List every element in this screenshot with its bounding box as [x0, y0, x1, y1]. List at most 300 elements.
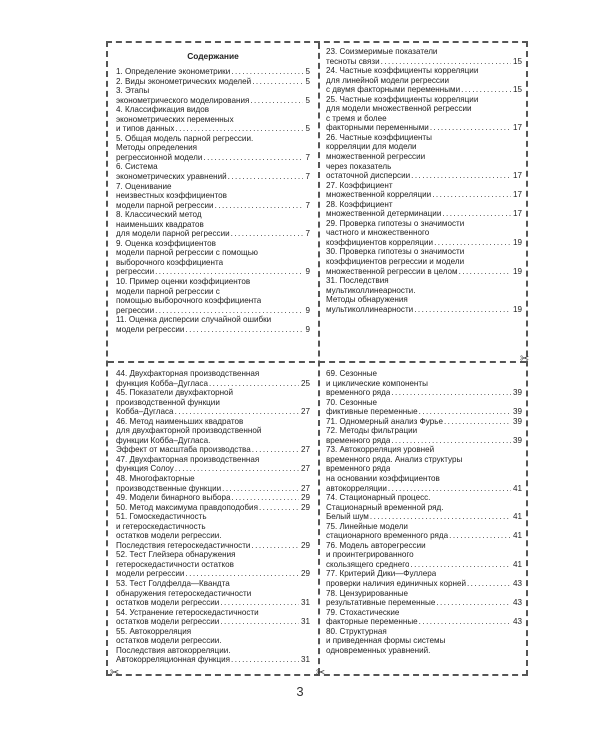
toc-entry-text: и проинтегрированного	[326, 550, 414, 560]
toc-entry	[116, 503, 310, 513]
toc-entry-text: 31. Последствия	[326, 276, 389, 286]
toc-entry-line	[326, 276, 522, 286]
toc-entry-page: 5	[305, 95, 310, 105]
toc-entry-text: 72. Методы фильтрации	[326, 426, 418, 436]
toc-entry-line	[326, 142, 522, 152]
toc-entry-text: 48. Многофакторные	[116, 474, 195, 484]
toc-entry-page: 39	[512, 407, 522, 417]
toc-entry-text: модели парной регрессии с	[116, 286, 220, 296]
toc-entry-text: модели регрессии	[116, 324, 185, 334]
toc-entry-text: множественной регрессии в целом	[326, 266, 458, 276]
toc-entry-text: временного ряда	[326, 464, 391, 474]
toc-entry-line	[116, 560, 310, 570]
toc-entry-page: 17	[512, 171, 522, 181]
toc-entry	[116, 210, 310, 239]
dot-leader	[435, 598, 511, 608]
toc-entry-page: 27	[300, 483, 310, 493]
dot-leader	[174, 464, 299, 474]
toc-entry-text: выборочного коэффициента	[116, 257, 224, 267]
toc-entry-line	[326, 209, 522, 219]
toc-entry-line	[116, 210, 310, 220]
toc-entry-text: 8. Классический метод	[116, 210, 202, 220]
toc-entry-line	[326, 247, 522, 257]
toc-entry-line	[326, 589, 522, 599]
toc-entry-text: Стационарный временной ряд.	[326, 502, 444, 512]
toc-entry-text: результативные переменные	[326, 598, 436, 608]
toc-entry-line	[116, 589, 310, 599]
toc-entry-text: 11. Оценка дисперсии случайной ошибки	[116, 315, 272, 325]
toc-entry-line	[326, 76, 522, 86]
dot-leader	[441, 209, 511, 219]
toc-entry	[326, 493, 522, 522]
toc-entry-text: наименьших квадратов	[116, 219, 204, 229]
toc-entry-line	[326, 598, 522, 608]
toc-entry-line	[326, 114, 522, 124]
toc-entry-text: функция Солоу	[116, 464, 174, 474]
toc-entry-line	[116, 455, 310, 465]
toc-entry-text: 1. Определение эконометрики	[116, 67, 231, 76]
dot-leader	[249, 96, 303, 106]
toc-entry-page: 29	[300, 569, 310, 579]
toc-entry-text: временного ряда	[326, 435, 391, 445]
scissors-icon: ✂	[110, 667, 120, 679]
toc-entry-line	[116, 201, 310, 211]
toc-entry-line	[326, 550, 522, 560]
dot-leader	[184, 569, 299, 579]
toc-entry-line	[326, 123, 522, 133]
toc-entry-text: 7. Оценивание	[116, 181, 172, 191]
toc-entry-text: функция Кобба–Дугласа	[116, 378, 208, 388]
toc-entry-text: помощью выборочного коэффициента	[116, 296, 262, 306]
toc-entry-line	[326, 627, 522, 637]
toc-entry	[116, 369, 310, 388]
toc-entry-line	[326, 541, 522, 551]
toc-entry-line	[116, 407, 310, 417]
toc-entry-text: 49. Модели бинарного выбора	[116, 493, 231, 503]
toc-entry	[116, 239, 310, 277]
toc-entry-text: Белый шум	[326, 512, 369, 522]
toc-entry-text: эконометрических переменных	[116, 114, 234, 124]
toc-entry-line	[326, 379, 522, 389]
toc-entry	[326, 95, 522, 133]
toc-entry-line	[326, 512, 522, 522]
toc-entry-text: скользящего среднего	[326, 559, 410, 569]
toc-entry-text: 6. Система	[116, 162, 158, 172]
toc-entry-text: через показатель	[326, 161, 392, 171]
toc-entry	[116, 627, 310, 665]
toc-entry-line	[326, 636, 522, 646]
toc-entry-line	[116, 67, 310, 77]
toc-entry-text: и гетероскедастичность	[116, 521, 206, 531]
toc-entry-text: 70. Сезонные	[326, 397, 378, 407]
toc-entry-line	[326, 407, 522, 417]
toc-entry-page: 19	[512, 237, 522, 247]
dot-leader	[458, 267, 511, 277]
toc-entry-text: с двумя факторными переменными	[326, 85, 461, 95]
toc-entry-text: остатков модели регрессии.	[116, 531, 222, 541]
toc-entry-page: 43	[512, 617, 522, 627]
toc-entry-line	[326, 398, 522, 408]
toc-entry-text: мультиколлинеарности.	[326, 285, 416, 295]
toc-entry-line	[326, 426, 522, 436]
vertical-cut-line	[318, 43, 320, 674]
toc-entry-page: 17	[512, 190, 522, 200]
dot-leader	[429, 123, 511, 133]
toc-entry	[116, 86, 310, 105]
toc-entry	[116, 182, 310, 211]
toc-entry	[326, 589, 522, 608]
toc-entry-text: 51. Гомоскедастичность	[116, 512, 207, 522]
toc-entry-page: 9	[305, 267, 310, 277]
dot-leader	[390, 436, 511, 446]
toc-entry-text: 30. Проверка гипотезы о значимости	[326, 247, 465, 257]
dot-leader	[418, 407, 511, 417]
dot-leader	[380, 57, 511, 67]
toc-entry-text: для линейной модели регрессии	[326, 75, 449, 85]
toc-entry-text: частного и множественного	[326, 228, 430, 238]
toc-entry-line	[116, 220, 310, 230]
toc-entry-line	[116, 124, 310, 134]
toc-entry-line	[116, 474, 310, 484]
toc-entry-page: 17	[512, 123, 522, 133]
toc-entry-text: 80. Структурная	[326, 626, 387, 636]
toc-entry-line	[116, 531, 310, 541]
toc-entry-text: 50. Метод максимума правдоподобия	[116, 502, 258, 512]
toc-entry-line	[326, 417, 522, 427]
toc-entry-text: 55. Автокорреляция	[116, 626, 192, 636]
toc-entry-page: 43	[512, 579, 522, 589]
toc-entry-text: остаточной дисперсии	[326, 171, 411, 181]
toc-entry-text: для модели парной регрессии	[116, 229, 230, 239]
toc-entry-text: 71. Одномерный анализ Фурье	[326, 416, 443, 426]
dot-leader	[219, 598, 299, 608]
toc-entry-text: остатков модели регрессии.	[116, 636, 222, 646]
toc-entry-page: 9	[305, 324, 310, 334]
toc-entry-text: для модели множественной регрессии	[326, 104, 472, 114]
toc-entry-text: Автокорреляционная функция	[116, 655, 231, 665]
toc-entry-line	[116, 153, 310, 163]
toc-entry-line	[116, 445, 310, 455]
toc-entry-page: 43	[512, 598, 522, 608]
toc-entry-line	[116, 287, 310, 297]
toc-entry-text: Методы обнаружения	[326, 295, 408, 305]
toc-entry-line	[326, 455, 522, 465]
toc-entry-text: и циклические компоненты	[326, 378, 428, 388]
toc-entry-line	[326, 267, 522, 277]
toc-entry-text: 69. Сезонные	[326, 369, 378, 378]
toc-entry-text: Эффект от масштаба производства	[116, 445, 251, 455]
toc-entry-text: производственной функции	[116, 397, 220, 407]
dot-leader	[221, 484, 299, 494]
toc-entry-text: и приведенная формы системы	[326, 636, 446, 646]
dot-leader	[433, 238, 511, 248]
toc-entry-line	[326, 85, 522, 95]
toc-entry-text: 27. Коэффициент	[326, 180, 393, 190]
scissors-icon: ✂	[520, 353, 530, 365]
toc-entry-line	[116, 436, 310, 446]
toc-entry-text: факторными переменными	[326, 123, 429, 133]
toc-entry-text: эконометрических уравнений	[116, 172, 227, 182]
toc-entry-line	[326, 484, 522, 494]
dot-leader	[387, 484, 511, 494]
toc-entry-text: Последствия автокорреляции.	[116, 645, 231, 655]
toc-entry-text: Методы определения	[116, 143, 198, 153]
dot-leader	[214, 201, 304, 211]
toc-entry-text: 25. Частные коэффициенты корреляции	[326, 94, 479, 104]
toc-entry-line	[116, 579, 310, 589]
toc-entry-page: 41	[512, 512, 522, 522]
toc-entry-line	[326, 238, 522, 248]
toc-entry-text: регрессии	[116, 305, 155, 315]
toc-entry-text: для двухфакторной производственной	[116, 426, 262, 436]
toc-entry-line	[326, 474, 522, 484]
toc-entry-page: 39	[512, 416, 522, 426]
toc-entry	[326, 541, 522, 570]
toc-entry-page: 41	[512, 531, 522, 541]
toc-entry-page: 31	[300, 617, 310, 627]
toc-entry	[326, 200, 522, 219]
toc-entry-text: на основании коэффициентов	[326, 474, 440, 484]
toc-entry-text: 3. Этапы	[116, 86, 150, 96]
toc-entry-text: 26. Частные коэффициенты	[326, 132, 432, 142]
dot-leader	[227, 172, 304, 182]
toc-entry-text: 10. Пример оценки коэффициентов	[116, 277, 251, 287]
toc-entry-line	[326, 503, 522, 513]
toc-entry-page: 19	[512, 266, 522, 276]
toc-panel-bottom-right	[326, 369, 522, 673]
dot-leader	[219, 617, 299, 627]
toc-entry-text: 24. Частные коэффициенты корреляции	[326, 66, 479, 76]
toc-entry-text: неизвестных коэффициентов	[116, 191, 227, 201]
dot-leader	[230, 229, 304, 239]
toc-entry-line	[326, 445, 522, 455]
toc-entry-text: множественной регрессии	[326, 152, 426, 162]
dot-leader	[390, 388, 511, 398]
toc-entry-line	[116, 464, 310, 474]
toc-entry-line	[116, 191, 310, 201]
toc-entry	[326, 417, 522, 427]
dot-leader	[250, 541, 299, 551]
toc-entry-line	[326, 200, 522, 210]
scissors-icon: ✂	[316, 667, 326, 679]
toc-entry	[116, 277, 310, 315]
toc-entry-line	[116, 267, 310, 277]
dot-leader	[466, 579, 511, 589]
toc-entry	[326, 426, 522, 445]
dot-leader	[184, 325, 303, 335]
toc-entry-text: производственные функции	[116, 483, 222, 493]
toc-entry-text: эконометрического моделирования	[116, 95, 250, 105]
toc-entry-page: 39	[512, 435, 522, 445]
dot-leader	[418, 617, 511, 627]
toc-entry-line	[326, 569, 522, 579]
toc-entry	[326, 445, 522, 493]
toc-entry-line	[116, 96, 310, 106]
toc-entry	[326, 608, 522, 627]
toc-entry-page: 27	[300, 464, 310, 474]
toc-entry-text: остатков модели регрессии	[116, 598, 220, 608]
toc-entry-text: 5. Общая модель парной регрессии.	[116, 133, 254, 143]
toc-entry-page: 25	[300, 378, 310, 388]
toc-entry-line	[116, 426, 310, 436]
toc-entry-text: 53. Тест Голдфелда—Квандта	[116, 579, 230, 589]
toc-entry-page: 15	[512, 56, 522, 66]
toc-entry-text: регрессии	[116, 267, 155, 277]
toc-entry-line	[116, 503, 310, 513]
toc-sheet	[106, 41, 528, 676]
toc-entry	[116, 474, 310, 493]
toc-entry-line	[116, 636, 310, 646]
toc-entry-line	[326, 388, 522, 398]
toc-entry-text: проверки наличия единичных корней	[326, 579, 466, 589]
toc-entry	[116, 493, 310, 503]
toc-entry	[116, 77, 310, 87]
toc-entry-text: Последствия гетероскедастичности	[116, 540, 251, 550]
toc-entry-line	[326, 579, 522, 589]
page-number: 3	[296, 684, 304, 699]
dot-leader	[154, 267, 303, 277]
toc-entry-text: множественной корреляции	[326, 190, 432, 200]
toc-entry-text: с тремя и более	[326, 113, 387, 123]
toc-entry-line	[326, 171, 522, 181]
toc-entry-line	[326, 493, 522, 503]
toc-entry-page: 41	[512, 483, 522, 493]
toc-entry-line	[326, 95, 522, 105]
dot-leader	[413, 305, 511, 315]
toc-entry-page: 27	[300, 407, 310, 417]
toc-entry-text: 28. Коэффициент	[326, 199, 393, 209]
toc-entry-text: 78. Цензурированные	[326, 588, 409, 598]
toc-entry-line	[116, 522, 310, 532]
toc-entry-text: 29. Проверка гипотезы о значимости	[326, 218, 465, 228]
toc-entry-page: 31	[300, 655, 310, 665]
toc-entry-line	[326, 522, 522, 532]
toc-entry-text: 52. Тест Глейзера обнаружения	[116, 550, 236, 560]
toc-entry-line	[326, 162, 522, 172]
toc-entry-line	[116, 388, 310, 398]
toc-entry-text: 4. Классификация видов	[116, 105, 210, 115]
toc-entry-line	[116, 182, 310, 192]
toc-entry-line	[116, 608, 310, 618]
toc-entry-text: обнаружения гетероскедастичности	[116, 588, 252, 598]
toc-entry-line	[116, 306, 310, 316]
toc-entry-page: 7	[305, 172, 310, 182]
toc-entry-page: 29	[300, 540, 310, 550]
dot-leader	[369, 512, 511, 522]
toc-entry-line	[116, 512, 310, 522]
toc-entry	[116, 579, 310, 608]
toc-entry-line	[326, 617, 522, 627]
toc-entry-text: модели регрессии	[116, 569, 185, 579]
toc-entry-line	[326, 608, 522, 618]
dot-leader	[174, 407, 299, 417]
toc-entry-text: одновременных уравнений.	[326, 645, 431, 655]
toc-entry-page: 29	[300, 502, 310, 512]
dot-leader	[174, 124, 303, 134]
toc-entry-line	[326, 104, 522, 114]
toc-entry	[116, 455, 310, 474]
toc-entry-text: 47. Двухфакторная производственная	[116, 454, 260, 464]
toc-entry-page: 17	[512, 209, 522, 219]
toc-entry-text: мультиколлинеарности	[326, 304, 414, 314]
toc-entry	[326, 569, 522, 588]
toc-entry-line	[326, 228, 522, 238]
toc-entry	[326, 398, 522, 417]
toc-entry-line	[326, 152, 522, 162]
dot-leader	[410, 171, 511, 181]
toc-entry-text: 9. Оценка коэффициентов	[116, 238, 216, 248]
toc-entry-line	[116, 379, 310, 389]
toc-panel-bottom-left	[116, 369, 310, 673]
dot-leader	[409, 560, 511, 570]
toc-entry-page: 31	[300, 598, 310, 608]
dot-leader	[443, 417, 511, 427]
toc-entry-line	[326, 133, 522, 143]
toc-entry-text: 79. Стохастические	[326, 607, 400, 617]
toc-entry-line	[116, 143, 310, 153]
dot-leader	[258, 503, 299, 513]
toc-entry-text: временного ряда	[326, 388, 391, 398]
toc-entry-page: 7	[305, 152, 310, 162]
toc-entry-line	[116, 277, 310, 287]
toc-entry-page: 7	[305, 200, 310, 210]
dot-leader	[448, 531, 511, 541]
toc-entry-line	[116, 239, 310, 249]
dot-leader	[460, 85, 511, 95]
toc-entry-page: 41	[512, 559, 522, 569]
toc-entry-line	[116, 541, 310, 551]
toc-entry-text: тесноты связи	[326, 56, 380, 66]
toc-entry-text: регрессионной модели	[116, 152, 203, 162]
toc-entry-line	[116, 369, 310, 379]
toc-entry	[326, 181, 522, 200]
toc-entry-line	[116, 172, 310, 182]
toc-entry-line	[326, 219, 522, 229]
toc-entry-page: 15	[512, 85, 522, 95]
toc-entry-text: модели парной регрессии	[116, 200, 214, 210]
dot-leader	[230, 655, 299, 665]
toc-entry-line	[116, 315, 310, 325]
toc-entry-text: коэффициентов корреляции	[326, 237, 434, 247]
toc-entry-line	[116, 77, 310, 87]
toc-entry	[116, 162, 310, 181]
toc-entry-text: и типов данных	[116, 124, 175, 134]
toc-entry-line	[116, 598, 310, 608]
toc-entry-line	[326, 369, 522, 379]
toc-entry	[116, 134, 310, 163]
toc-entry-text: временного ряда. Анализ структуры	[326, 454, 463, 464]
toc-entry	[116, 315, 310, 334]
toc-entry-line	[116, 627, 310, 637]
toc-entry-text: Кобба–Дугласа	[116, 407, 174, 417]
dot-leader	[154, 306, 303, 316]
toc-entry-text: 75. Линейные модели	[326, 521, 408, 531]
toc-entry-line	[326, 286, 522, 296]
horizontal-cut-line	[108, 361, 526, 363]
toc-entry-text: множественной детерминации	[326, 209, 442, 219]
toc-entry-line	[326, 464, 522, 474]
dot-leader	[230, 67, 303, 77]
toc-entry-line	[116, 417, 310, 427]
toc-panel-top-left	[116, 47, 310, 359]
toc-entry	[116, 512, 310, 550]
toc-entry-line	[116, 162, 310, 172]
toc-entry-line	[116, 134, 310, 144]
toc-entry	[116, 417, 310, 455]
toc-entry-line	[116, 484, 310, 494]
dot-leader	[208, 379, 299, 389]
toc-entry-line	[116, 550, 310, 560]
